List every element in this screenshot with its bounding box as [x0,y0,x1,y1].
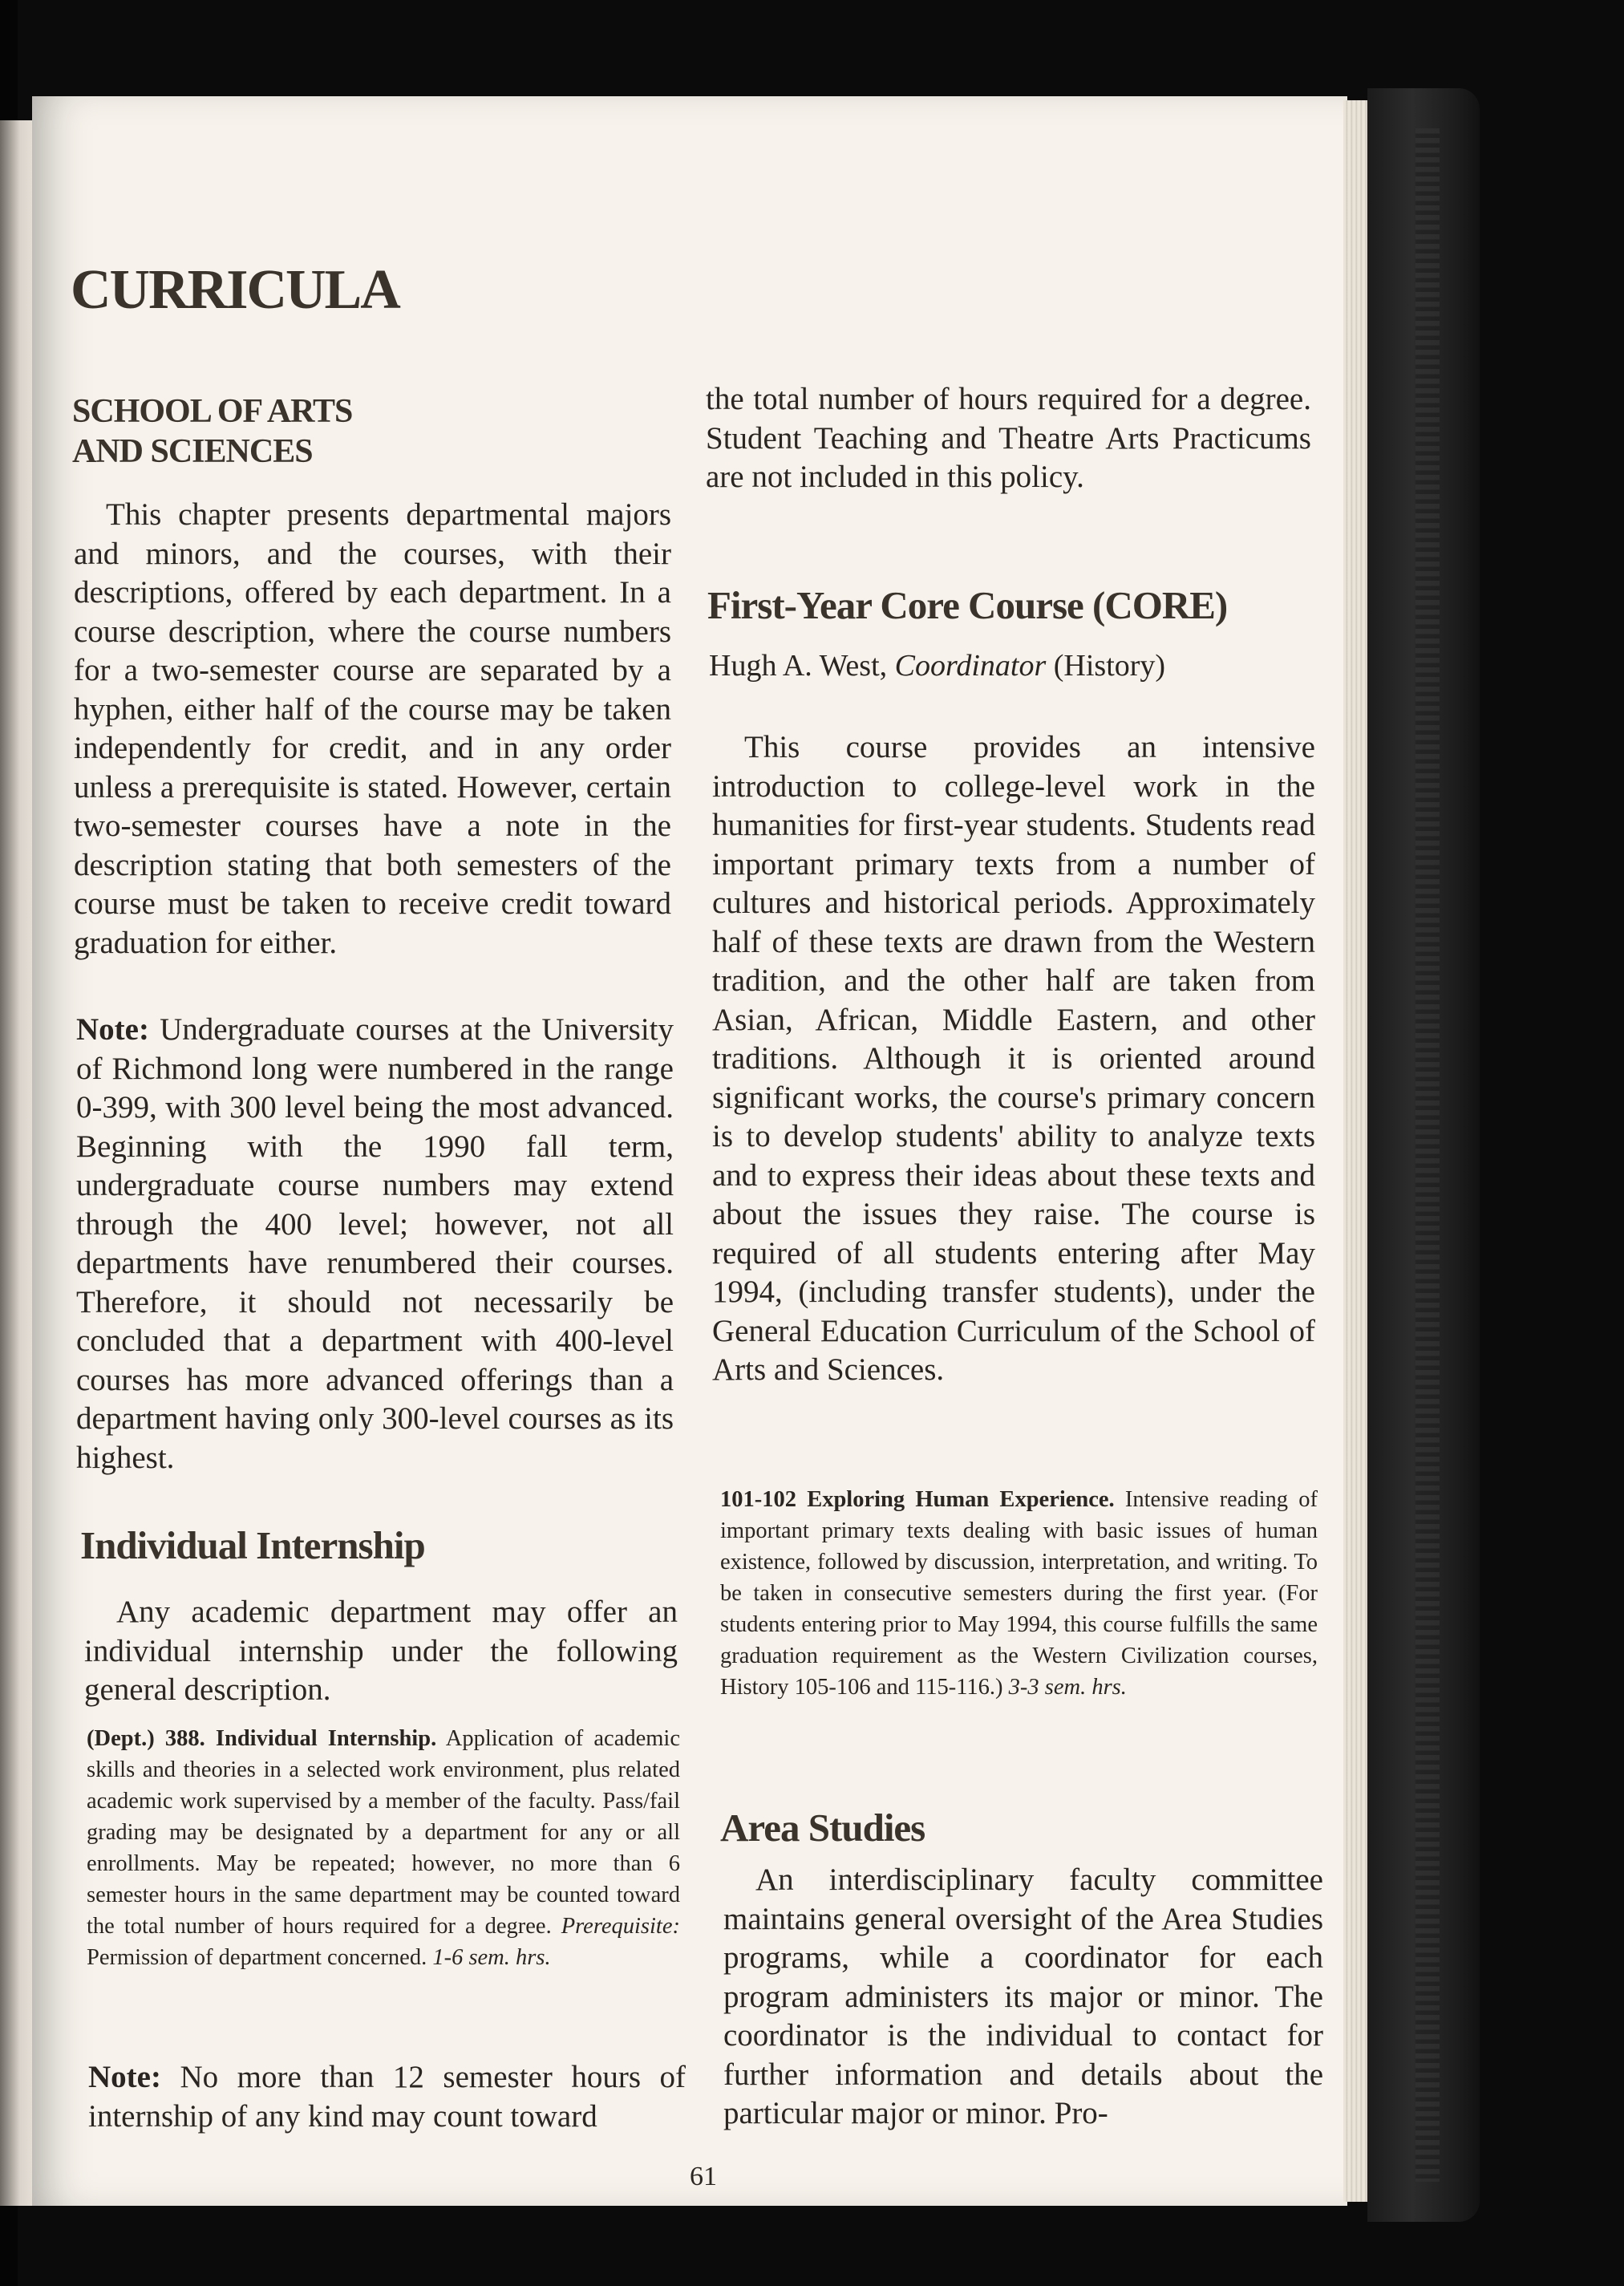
page-number: 61 [690,2162,717,2191]
course-388-description [87,1723,680,1973]
school-heading: SCHOOL OF ARTS AND SCIENCES [72,393,353,470]
note-text: No more than 12 semester hours of internship of any kind may count toward [88,2060,686,2134]
course-388-title: (Dept.) 388. Individual Internship. [87,1726,437,1751]
course-101-102-title: 101-102 Exploring Human Experience. [720,1487,1115,1512]
note-text: Undergraduate courses at the University of Richmond long were numbered in the range 0-399, with 300 level being the most advanced. Beginning with the 1990 fall term, undergraduate course numbers may extend through the 400 level; however, not all departments have renumbered their courses. Therefore, it should not necessarily be concluded that a department with 400-level courses has more advanced offerings than a department having only 300-level courses as its highest. [76,1012,674,1475]
internship-paragraph: Any academic department may offer an individual internship under the following general description. [84,1595,678,1707]
core-paragraph: This course provides an intensive introduction to college-level work in the humanities for first-year students. Students read important primary texts from a number of cultures and historical periods. Approximately half of these texts are drawn from the Western tradition, and the other half are taken from Asian, African, Middle Eastern, and other traditions. Although it is oriented around significant works, the course's primary concern is to develop students' ability to analyze texts and to express their ideas about these texts and about the issues they raise. The course is required of all students entering after May 1994, (including transfer students), under the General Education Curriculum of the School of Arts and Sciences. [712,730,1315,1387]
coordinator-name: Hugh A. West, [709,649,895,683]
prerequisite-text: Permission of department concerned. [87,1945,433,1970]
coordinator-role: Coordinator [894,649,1047,683]
course-388-text: Application of academic skills and theories in a selected work environment, plus related academic work supervised by a member of the faculty. Pass/fail grading may be designated by a department for any or all enrollments. May be repeated; however, no more than 6 semester hours in the same department may be counted toward the total number of hours required for a degree. [87,1726,680,1939]
course-101-102-text: Intensive reading of important primary texts dealing with basic issues of human existence, followed by discussion, interpretation, and writing. To be taken in consecutive semesters during the first year. (For students entering prior to May 1994, this course fulfills the same graduation requirement as the Western Civilization courses, History 105-106 and 115-116.) [720,1487,1318,1700]
chapter-title: CURRICULA [71,259,399,321]
course-388-hours: 1-6 sem. hrs. [432,1945,551,1970]
note-internship-limit [88,2058,686,2136]
internship-heading: Individual Internship [80,1523,425,1567]
area-studies-heading: Area Studies [720,1806,925,1850]
intro-paragraph: This chapter presents departmental majors and minors, and the courses, with their descriptions, offered by each department. In a course description, where the course numbers for a two-semester course are separated by a hyphen, either half of the course may be taken independently for credit, and in any order unless a prerequisite is stated. However, certain two-semester courses have a note in the description stating that both semesters of the course must be taken to receive credit toward graduation for either. [74,497,671,960]
note-paragraph [76,1011,674,1477]
cover-texture [1415,128,1440,2182]
course-101-102-description [720,1484,1318,1703]
note-label: Note: [76,1012,149,1047]
core-coordinator [709,648,1165,683]
continuation-paragraph: the total number of hours required for a degree. Student Teaching and Theatre Arts Practicums are not included in this policy. [706,382,1311,494]
coordinator-department: (History) [1046,649,1166,683]
course-101-102-hours: 3-3 sem. hrs. [1008,1675,1127,1700]
prerequisite-label: Prerequisite: [561,1914,680,1939]
core-heading: First-Year Core Course (CORE) [707,583,1228,627]
note-label: Note: [88,2060,161,2094]
area-studies-paragraph: An interdisciplinary faculty committee maintains general oversight of the Area Studies programs, while a coordinator for each program administers its major or minor. The coordinator is the individual to contact for further information and details about the particular major or minor. Pro- [723,1862,1323,2130]
